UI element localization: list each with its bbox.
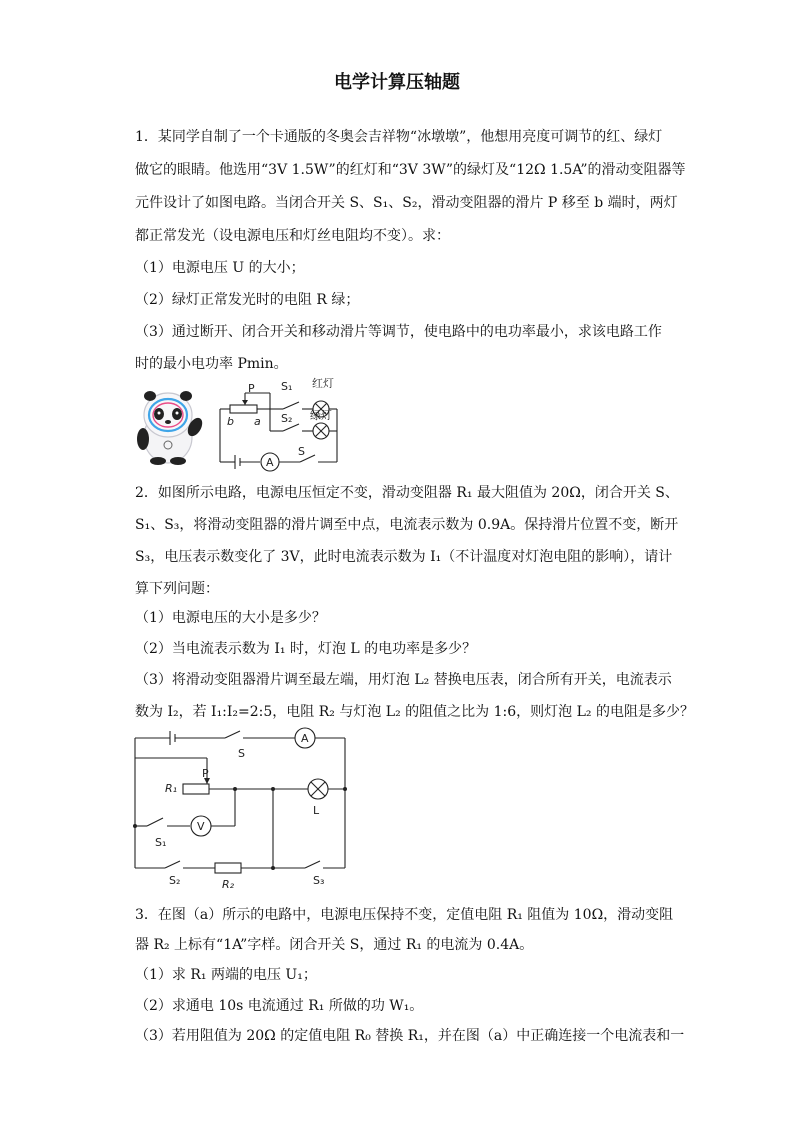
label-R1: R₁ [165,782,178,795]
q1-line: 元件设计了如图电路。当闭合开关 S、S₁、S₂，滑动变阻器的滑片 P 移至 b 端时，两灯 [135,195,678,211]
q2-line: 算下列问题： [135,581,219,597]
label-voltmeter: V [197,820,205,833]
label-a: a [254,415,261,428]
rheostat-resistor [230,405,257,413]
label-S2: S₂ [169,874,181,887]
label-S: S [298,445,305,458]
q1-line: （3）通过断开、闭合开关和移动滑片等调节，使电路中的电功率最小，求该电路工作 [135,324,662,340]
label-ammeter: A [266,456,274,469]
q2-line: （2）当电流表示数为 I₁ 时，灯泡 L 的电功率是多少？ [135,641,477,657]
label-S1: S₁ [155,836,167,849]
mascot-image [128,385,208,465]
q1-line: 时的最小电功率 Pmin。 [135,356,288,372]
label-S2: S₂ [281,412,293,425]
R1-resistor [183,784,209,794]
q1-line: 1．某同学自制了一个卡通版的冬奥会吉祥物“冰墩墩”，他想用亮度可调节的红、绿灯 [135,129,663,145]
q2-line: （1）电源电压的大小是多少？ [135,610,326,626]
R2-resistor [215,863,241,873]
label-L: L [313,804,320,817]
label-P: P [202,767,209,780]
label-P: P [248,382,255,395]
label-S1: S₁ [281,380,293,393]
label-b: b [227,415,234,428]
label-R2: R₂ [222,878,235,891]
q3-line: 3．在图（a）所示的电路中，电源电压保持不变，定值电阻 R₁ 阻值为 10Ω，滑动变阻 [135,907,674,923]
q2-line: S₁、S₃，将滑动变阻器的滑片调至中点，电流表示数为 0.9A。保持滑片位置不变，断开 [135,517,679,533]
q2-circuit-diagram [125,728,355,893]
q1-circuit-diagram [215,375,345,475]
q3-line: 器 R₂ 上标有“1A”字样。闭合开关 S，通过 R₁ 的电流为 0.4A。 [135,937,534,953]
q1-line: 都正常发光（设电源电压和灯丝电阻均不变）。求： [135,228,450,244]
q3-line: （2）求通电 10s 电流通过 R₁ 所做的功 W₁。 [135,998,424,1014]
q1-line: （1）电源电压 U 的大小； [135,260,305,276]
q2-line: 2．如图所示电路，电源电压恒定不变，滑动变阻器 R₁ 最大阻值为 20Ω，闭合开关 S、 [135,485,679,501]
label-green-lamp: 绿灯 [310,409,332,422]
q2-line: （3）将滑动变阻器滑片调至最左端，用灯泡 L₂ 替换电压表，闭合所有开关，电流表示 [135,672,672,688]
q2-line: S₃，电压表示数变化了 3V，此时电流表示数为 I₁（不计温度对灯泡电阻的影响），请计 [135,549,673,565]
q3-line: （3）若用阻值为 20Ω 的定值电阻 R₀ 替换 R₁，并在图（a）中正确连接一个电流表和一 [135,1028,685,1044]
label-ammeter: A [301,732,309,745]
q3-line: （1）求 R₁ 两端的电压 U₁； [135,967,317,983]
q1-line: （2）绿灯正常发光时的电阻 R 绿； [135,292,360,308]
label-S: S [238,747,245,760]
label-red-lamp: 红灯 [312,377,334,390]
label-S3: S₃ [313,874,325,887]
q1-line: 做它的眼睛。他选用“3V 1.5W”的红灯和“3V 3W”的绿灯及“12Ω 1.5A”的滑动变阻器等 [135,162,686,178]
q2-line: 数为 I₂，若 I₁:I₂=2:5，电阻 R₂ 与灯泡 L₂ 的阻值之比为 1:6，则灯泡 L₂ 的电阻是多少？ [135,704,694,720]
page-title: 电学计算压轴题 [334,72,460,93]
